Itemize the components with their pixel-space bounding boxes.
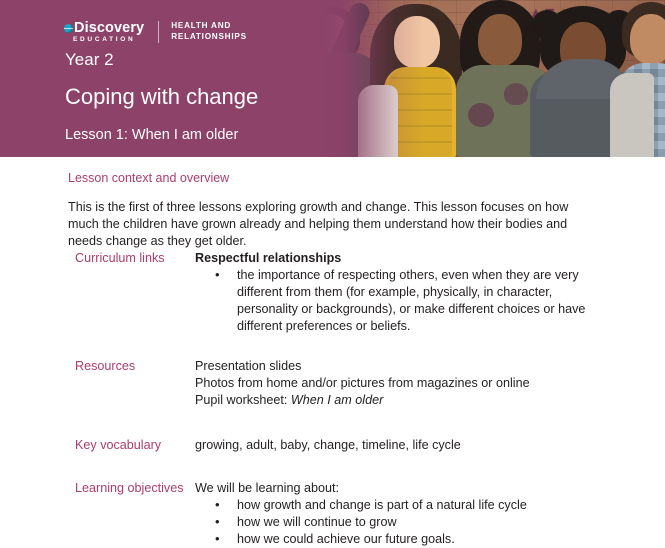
list-item: • how we could achieve our future goals. <box>215 531 613 548</box>
row-body-key-vocabulary: growing, adult, baby, change, timeline, life cycle <box>195 438 461 452</box>
row-resources <box>0 358 665 409</box>
curriculum-subheading: Respectful relationships <box>195 251 342 265</box>
logo-tagline-line1: HEALTH AND <box>171 21 232 31</box>
list-item: • the importance of respecting others, even when they are very different from them (for example, physically, in character, personality or backgrounds), or make different choices or have different preferences or beliefs. <box>215 267 613 335</box>
logo-tagline-line2: RELATIONSHIPS <box>171 32 247 41</box>
page-banner <box>0 0 665 157</box>
lesson-overview-text: This is the first of three lessons exploring growth and change. This lesson focuses on how much the children have grown already and helping them understand how their bodies and needs change as they get older. <box>68 200 569 248</box>
row-body-learning-objectives <box>195 480 665 548</box>
worksheet-label: Pupil worksheet: <box>195 393 291 407</box>
row-key-vocabulary <box>0 437 665 454</box>
row-label-learning-objectives <box>75 480 195 497</box>
banner-title-block <box>65 50 258 144</box>
curriculum-bullet-list <box>195 267 613 335</box>
logo-divider <box>158 21 159 43</box>
discovery-education-logo <box>64 20 247 44</box>
resource-item: Photos from home and/or pictures from magazines or online <box>195 376 530 390</box>
lesson-detail-rows <box>0 250 665 548</box>
logo-tagline <box>171 21 247 43</box>
row-label-curriculum-links: Curriculum links <box>75 251 165 265</box>
banner-photo <box>300 0 665 157</box>
resource-item: Presentation slides <box>195 359 302 373</box>
globe-icon <box>64 24 73 33</box>
logo-brand-subtext: EDUCATION <box>73 36 136 44</box>
objectives-bullet-list <box>195 497 613 548</box>
logo-brand-text: Discovery <box>74 19 145 36</box>
logo-wordmark <box>64 21 144 44</box>
row-learning-objectives <box>0 480 665 548</box>
year-label: Year 2 <box>65 50 114 69</box>
row-label-line2: objectives <box>127 481 184 495</box>
row-label-resources: Resources <box>75 359 136 373</box>
logo-brand-word <box>64 21 144 36</box>
list-item: • how growth and change is part of a natural life cycle <box>215 497 613 514</box>
row-body-curriculum-links <box>195 250 665 335</box>
row-label-line1: Learning <box>75 481 125 495</box>
objectives-intro: We will be learning about: <box>195 481 339 495</box>
photo-gradient-overlay <box>300 0 665 157</box>
page-title: Coping with change <box>65 84 259 110</box>
row-curriculum-links <box>0 250 665 335</box>
row-body-resources <box>195 358 665 409</box>
resource-item-worksheet <box>195 392 613 409</box>
worksheet-title: When I am older <box>290 393 384 407</box>
lesson-subtitle: Lesson 1: When I am older <box>65 126 239 143</box>
row-label-key-vocabulary: Key vocabulary <box>75 438 162 452</box>
list-item: • how we will continue to grow <box>215 514 613 531</box>
section-heading-lesson-context: Lesson context and overview <box>68 171 230 185</box>
